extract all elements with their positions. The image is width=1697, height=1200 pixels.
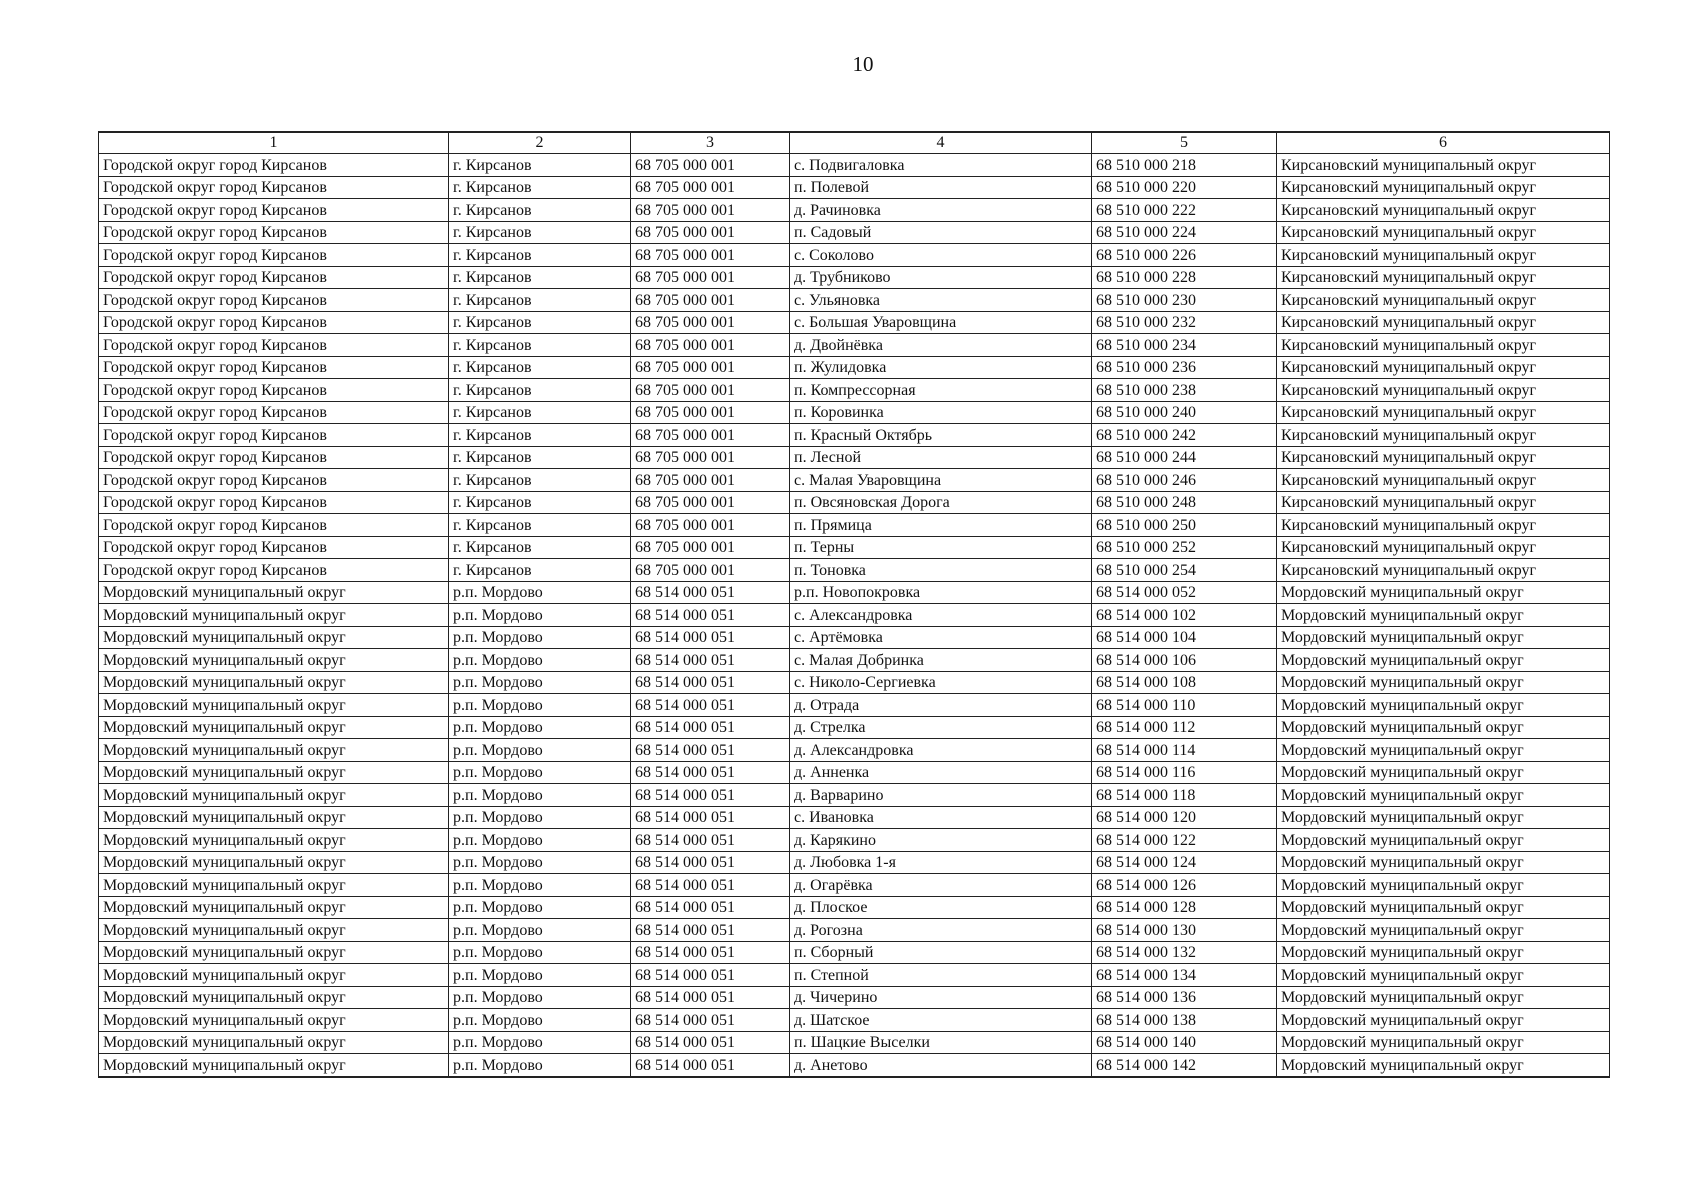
settlement-code-cell: 68 514 000 118 [1092, 784, 1277, 807]
table-row [99, 941, 1610, 964]
center-code-cell: 68 705 000 001 [631, 379, 790, 402]
table-row [99, 379, 1610, 402]
table-row [99, 581, 1610, 604]
new-district-cell: Кирсановский муниципальный округ [1277, 424, 1610, 447]
settlement-cell: с. Малая Добринка [790, 649, 1092, 672]
settlement-code-cell: 68 510 000 250 [1092, 514, 1277, 537]
center-cell: г. Кирсанов [449, 469, 631, 492]
new-district-cell: Мордовский муниципальный округ [1277, 761, 1610, 784]
municipality-cell: Мордовский муниципальный округ [99, 964, 449, 987]
municipality-cell: Мордовский муниципальный округ [99, 739, 449, 762]
new-district-cell: Мордовский муниципальный округ [1277, 1031, 1610, 1054]
settlement-code-cell: 68 510 000 218 [1092, 154, 1277, 177]
center-cell: р.п. Мордово [449, 739, 631, 762]
new-district-cell: Мордовский муниципальный округ [1277, 671, 1610, 694]
center-code-cell: 68 514 000 051 [631, 784, 790, 807]
table-row [99, 491, 1610, 514]
table-row [99, 176, 1610, 199]
municipality-cell: Городской округ город Кирсанов [99, 154, 449, 177]
center-cell: г. Кирсанов [449, 289, 631, 312]
new-district-cell: Кирсановский муниципальный округ [1277, 514, 1610, 537]
new-district-cell: Кирсановский муниципальный округ [1277, 559, 1610, 582]
new-district-cell: Кирсановский муниципальный округ [1277, 401, 1610, 424]
center-code-cell: 68 705 000 001 [631, 446, 790, 469]
center-cell: р.п. Мордово [449, 806, 631, 829]
center-cell: г. Кирсанов [449, 244, 631, 267]
settlement-cell: с. Ивановка [790, 806, 1092, 829]
settlement-cell: д. Плоское [790, 896, 1092, 919]
table-row [99, 266, 1610, 289]
municipality-cell: Мордовский муниципальный округ [99, 851, 449, 874]
center-code-cell: 68 514 000 051 [631, 649, 790, 672]
settlement-cell: п. Шацкие Выселки [790, 1031, 1092, 1054]
municipality-cell: Городской округ город Кирсанов [99, 356, 449, 379]
center-cell: р.п. Мордово [449, 919, 631, 942]
settlement-code-cell: 68 514 000 134 [1092, 964, 1277, 987]
settlement-cell: с. Николо-Сергиевка [790, 671, 1092, 694]
settlement-code-cell: 68 514 000 112 [1092, 716, 1277, 739]
center-cell: р.п. Мордово [449, 626, 631, 649]
new-district-cell: Кирсановский муниципальный округ [1277, 379, 1610, 402]
center-cell: г. Кирсанов [449, 491, 631, 514]
column-header: 1 [99, 132, 449, 154]
settlements-table [98, 131, 1610, 1078]
center-cell: г. Кирсанов [449, 199, 631, 222]
settlement-code-cell: 68 510 000 230 [1092, 289, 1277, 312]
center-cell: р.п. Мордово [449, 986, 631, 1009]
settlement-cell: п. Красный Октябрь [790, 424, 1092, 447]
new-district-cell: Мордовский муниципальный округ [1277, 626, 1610, 649]
center-cell: р.п. Мордово [449, 896, 631, 919]
settlement-code-cell: 68 514 000 106 [1092, 649, 1277, 672]
municipality-cell: Городской округ город Кирсанов [99, 446, 449, 469]
settlement-code-cell: 68 510 000 222 [1092, 199, 1277, 222]
settlement-code-cell: 68 510 000 238 [1092, 379, 1277, 402]
new-district-cell: Кирсановский муниципальный округ [1277, 334, 1610, 357]
center-cell: р.п. Мордово [449, 694, 631, 717]
settlement-code-cell: 68 510 000 242 [1092, 424, 1277, 447]
settlement-cell: п. Прямица [790, 514, 1092, 537]
settlement-code-cell: 68 514 000 124 [1092, 851, 1277, 874]
settlement-cell: п. Садовый [790, 221, 1092, 244]
center-code-cell: 68 705 000 001 [631, 199, 790, 222]
column-header: 3 [631, 132, 790, 154]
center-code-cell: 68 514 000 051 [631, 1009, 790, 1032]
table-row [99, 401, 1610, 424]
center-code-cell: 68 514 000 051 [631, 604, 790, 627]
settlement-cell: с. Малая Уваровщина [790, 469, 1092, 492]
settlement-cell: д. Рогозна [790, 919, 1092, 942]
settlement-code-cell: 68 514 000 126 [1092, 874, 1277, 897]
settlement-code-cell: 68 510 000 226 [1092, 244, 1277, 267]
center-cell: г. Кирсанов [449, 401, 631, 424]
table-body [99, 154, 1610, 1077]
center-code-cell: 68 514 000 051 [631, 919, 790, 942]
municipality-cell: Мордовский муниципальный округ [99, 829, 449, 852]
municipality-cell: Городской округ город Кирсанов [99, 424, 449, 447]
settlement-cell: д. Трубниково [790, 266, 1092, 289]
new-district-cell: Кирсановский муниципальный округ [1277, 289, 1610, 312]
new-district-cell: Мордовский муниципальный округ [1277, 1054, 1610, 1077]
center-cell: р.п. Мордово [449, 829, 631, 852]
center-code-cell: 68 514 000 051 [631, 739, 790, 762]
center-cell: г. Кирсанов [449, 356, 631, 379]
new-district-cell: Кирсановский муниципальный округ [1277, 199, 1610, 222]
center-cell: г. Кирсанов [449, 379, 631, 402]
new-district-cell: Мордовский муниципальный округ [1277, 784, 1610, 807]
settlement-cell: с. Ульяновка [790, 289, 1092, 312]
new-district-cell: Мордовский муниципальный округ [1277, 851, 1610, 874]
table-row [99, 671, 1610, 694]
settlement-cell: д. Двойнёвка [790, 334, 1092, 357]
settlement-cell: д. Александровка [790, 739, 1092, 762]
center-code-cell: 68 514 000 051 [631, 851, 790, 874]
settlement-code-cell: 68 514 000 142 [1092, 1054, 1277, 1077]
new-district-cell: Кирсановский муниципальный округ [1277, 491, 1610, 514]
municipality-cell: Мордовский муниципальный округ [99, 1009, 449, 1032]
settlement-code-cell: 68 514 000 128 [1092, 896, 1277, 919]
municipality-cell: Городской округ город Кирсанов [99, 244, 449, 267]
new-district-cell: Кирсановский муниципальный округ [1277, 244, 1610, 267]
table-row [99, 694, 1610, 717]
settlement-cell: с. Артёмовка [790, 626, 1092, 649]
settlement-code-cell: 68 510 000 228 [1092, 266, 1277, 289]
municipality-cell: Городской округ город Кирсанов [99, 199, 449, 222]
new-district-cell: Мордовский муниципальный округ [1277, 581, 1610, 604]
center-cell: г. Кирсанов [449, 424, 631, 447]
center-code-cell: 68 705 000 001 [631, 559, 790, 582]
center-code-cell: 68 705 000 001 [631, 401, 790, 424]
settlement-code-cell: 68 510 000 240 [1092, 401, 1277, 424]
municipality-cell: Мордовский муниципальный округ [99, 716, 449, 739]
table-row [99, 851, 1610, 874]
settlement-cell: п. Овсяновская Дорога [790, 491, 1092, 514]
center-code-cell: 68 514 000 051 [631, 829, 790, 852]
table-row [99, 244, 1610, 267]
settlement-cell: п. Терны [790, 536, 1092, 559]
settlement-cell: с. Александровка [790, 604, 1092, 627]
settlement-cell: д. Шатское [790, 1009, 1092, 1032]
municipality-cell: Мордовский муниципальный округ [99, 806, 449, 829]
settlement-code-cell: 68 514 000 104 [1092, 626, 1277, 649]
center-cell: р.п. Мордово [449, 1054, 631, 1077]
municipality-cell: Мордовский муниципальный округ [99, 919, 449, 942]
table-row [99, 604, 1610, 627]
new-district-cell: Кирсановский муниципальный округ [1277, 311, 1610, 334]
new-district-cell: Кирсановский муниципальный округ [1277, 266, 1610, 289]
table-row [99, 559, 1610, 582]
table-row [99, 154, 1610, 177]
municipality-cell: Мордовский муниципальный округ [99, 694, 449, 717]
new-district-cell: Мордовский муниципальный округ [1277, 649, 1610, 672]
municipality-cell: Городской округ город Кирсанов [99, 176, 449, 199]
table-row [99, 356, 1610, 379]
settlement-cell: п. Степной [790, 964, 1092, 987]
table-row [99, 446, 1610, 469]
center-code-cell: 68 705 000 001 [631, 176, 790, 199]
center-code-cell: 68 705 000 001 [631, 536, 790, 559]
municipality-cell: Мордовский муниципальный округ [99, 1054, 449, 1077]
center-code-cell: 68 705 000 001 [631, 334, 790, 357]
municipality-cell: Городской округ город Кирсанов [99, 469, 449, 492]
center-code-cell: 68 705 000 001 [631, 356, 790, 379]
new-district-cell: Мордовский муниципальный округ [1277, 941, 1610, 964]
center-code-cell: 68 514 000 051 [631, 581, 790, 604]
settlement-cell: с. Подвигаловка [790, 154, 1092, 177]
settlement-cell: д. Рачиновка [790, 199, 1092, 222]
municipality-cell: Мордовский муниципальный округ [99, 649, 449, 672]
table-row [99, 536, 1610, 559]
table-row [99, 986, 1610, 1009]
settlement-cell: п. Жулидовка [790, 356, 1092, 379]
center-cell: р.п. Мордово [449, 964, 631, 987]
new-district-cell: Мордовский муниципальный округ [1277, 716, 1610, 739]
settlement-cell: д. Анетово [790, 1054, 1092, 1077]
center-code-cell: 68 705 000 001 [631, 469, 790, 492]
settlement-cell: п. Лесной [790, 446, 1092, 469]
settlement-cell: с. Соколово [790, 244, 1092, 267]
new-district-cell: Мордовский муниципальный округ [1277, 874, 1610, 897]
settlement-cell: п. Коровинка [790, 401, 1092, 424]
settlement-cell: р.п. Новопокровка [790, 581, 1092, 604]
new-district-cell: Мордовский муниципальный округ [1277, 806, 1610, 829]
settlement-code-cell: 68 510 000 244 [1092, 446, 1277, 469]
municipality-cell: Городской округ город Кирсанов [99, 334, 449, 357]
municipality-cell: Городской округ город Кирсанов [99, 401, 449, 424]
new-district-cell: Мордовский муниципальный округ [1277, 964, 1610, 987]
center-cell: р.п. Мордово [449, 716, 631, 739]
center-cell: р.п. Мордово [449, 581, 631, 604]
table-row [99, 1031, 1610, 1054]
settlement-cell: д. Чичерино [790, 986, 1092, 1009]
center-cell: р.п. Мордово [449, 1031, 631, 1054]
settlement-cell: д. Огарёвка [790, 874, 1092, 897]
table-row [99, 829, 1610, 852]
settlement-code-cell: 68 510 000 236 [1092, 356, 1277, 379]
center-code-cell: 68 705 000 001 [631, 311, 790, 334]
settlement-code-cell: 68 510 000 234 [1092, 334, 1277, 357]
settlement-cell: п. Компрессорная [790, 379, 1092, 402]
center-code-cell: 68 705 000 001 [631, 221, 790, 244]
table-header-row [99, 132, 1610, 154]
center-code-cell: 68 514 000 051 [631, 761, 790, 784]
new-district-cell: Кирсановский муниципальный округ [1277, 469, 1610, 492]
table-row [99, 1054, 1610, 1077]
settlement-cell: п. Сборный [790, 941, 1092, 964]
new-district-cell: Мордовский муниципальный округ [1277, 604, 1610, 627]
settlement-code-cell: 68 510 000 232 [1092, 311, 1277, 334]
center-code-cell: 68 514 000 051 [631, 1031, 790, 1054]
settlement-cell: д. Анненка [790, 761, 1092, 784]
center-code-cell: 68 514 000 051 [631, 964, 790, 987]
new-district-cell: Кирсановский муниципальный округ [1277, 536, 1610, 559]
new-district-cell: Кирсановский муниципальный округ [1277, 221, 1610, 244]
table-row [99, 469, 1610, 492]
center-code-cell: 68 705 000 001 [631, 154, 790, 177]
settlement-cell: п. Тоновка [790, 559, 1092, 582]
table-row [99, 514, 1610, 537]
new-district-cell: Мордовский муниципальный округ [1277, 919, 1610, 942]
table-row [99, 964, 1610, 987]
new-district-cell: Мордовский муниципальный округ [1277, 1009, 1610, 1032]
settlement-code-cell: 68 514 000 138 [1092, 1009, 1277, 1032]
center-cell: р.п. Мордово [449, 649, 631, 672]
settlement-code-cell: 68 514 000 108 [1092, 671, 1277, 694]
settlement-cell: д. Стрелка [790, 716, 1092, 739]
settlement-code-cell: 68 514 000 102 [1092, 604, 1277, 627]
settlement-cell: с. Большая Уваровщина [790, 311, 1092, 334]
settlement-code-cell: 68 510 000 248 [1092, 491, 1277, 514]
center-code-cell: 68 705 000 001 [631, 424, 790, 447]
table-row [99, 626, 1610, 649]
center-code-cell: 68 705 000 001 [631, 289, 790, 312]
new-district-cell: Кирсановский муниципальный округ [1277, 446, 1610, 469]
center-code-cell: 68 514 000 051 [631, 896, 790, 919]
center-cell: р.п. Мордово [449, 851, 631, 874]
municipality-cell: Мордовский муниципальный округ [99, 761, 449, 784]
municipality-cell: Городской округ город Кирсанов [99, 379, 449, 402]
new-district-cell: Кирсановский муниципальный округ [1277, 356, 1610, 379]
table-row [99, 649, 1610, 672]
table-row [99, 199, 1610, 222]
settlement-code-cell: 68 514 000 122 [1092, 829, 1277, 852]
municipality-cell: Мордовский муниципальный округ [99, 784, 449, 807]
table-row [99, 784, 1610, 807]
center-cell: р.п. Мордово [449, 1009, 631, 1032]
center-cell: р.п. Мордово [449, 671, 631, 694]
center-cell: г. Кирсанов [449, 446, 631, 469]
settlement-code-cell: 68 514 000 120 [1092, 806, 1277, 829]
table-row [99, 1009, 1610, 1032]
municipality-cell: Мордовский муниципальный округ [99, 626, 449, 649]
municipality-cell: Городской округ город Кирсанов [99, 266, 449, 289]
center-code-cell: 68 514 000 051 [631, 626, 790, 649]
municipality-cell: Мордовский муниципальный округ [99, 896, 449, 919]
municipality-cell: Городской округ город Кирсанов [99, 491, 449, 514]
municipality-cell: Мордовский муниципальный округ [99, 941, 449, 964]
center-code-cell: 68 514 000 051 [631, 806, 790, 829]
municipality-cell: Городской округ город Кирсанов [99, 289, 449, 312]
center-cell: г. Кирсанов [449, 221, 631, 244]
center-code-cell: 68 514 000 051 [631, 694, 790, 717]
settlement-cell: д. Любовка 1-я [790, 851, 1092, 874]
new-district-cell: Мордовский муниципальный округ [1277, 694, 1610, 717]
center-code-cell: 68 514 000 051 [631, 986, 790, 1009]
table-row [99, 806, 1610, 829]
page-number: 10 [852, 52, 874, 76]
center-code-cell: 68 705 000 001 [631, 244, 790, 267]
settlement-code-cell: 68 514 000 116 [1092, 761, 1277, 784]
new-district-cell: Мордовский муниципальный округ [1277, 829, 1610, 852]
center-cell: г. Кирсанов [449, 536, 631, 559]
center-code-cell: 68 514 000 051 [631, 716, 790, 739]
municipality-cell: Городской округ город Кирсанов [99, 311, 449, 334]
table-row [99, 896, 1610, 919]
settlement-code-cell: 68 510 000 254 [1092, 559, 1277, 582]
center-cell: г. Кирсанов [449, 154, 631, 177]
settlement-code-cell: 68 514 000 132 [1092, 941, 1277, 964]
new-district-cell: Кирсановский муниципальный округ [1277, 154, 1610, 177]
settlement-code-cell: 68 514 000 140 [1092, 1031, 1277, 1054]
municipality-cell: Мордовский муниципальный округ [99, 986, 449, 1009]
center-code-cell: 68 514 000 051 [631, 941, 790, 964]
center-cell: р.п. Мордово [449, 941, 631, 964]
table-row [99, 221, 1610, 244]
municipality-cell: Городской округ город Кирсанов [99, 514, 449, 537]
table-row [99, 919, 1610, 942]
table-row [99, 761, 1610, 784]
center-code-cell: 68 705 000 001 [631, 514, 790, 537]
center-cell: р.п. Мордово [449, 604, 631, 627]
new-district-cell: Мордовский муниципальный округ [1277, 986, 1610, 1009]
settlement-code-cell: 68 510 000 252 [1092, 536, 1277, 559]
municipality-cell: Мордовский муниципальный округ [99, 874, 449, 897]
column-header: 5 [1092, 132, 1277, 154]
table-row [99, 334, 1610, 357]
center-cell: г. Кирсанов [449, 176, 631, 199]
settlement-code-cell: 68 514 000 110 [1092, 694, 1277, 717]
center-cell: р.п. Мордово [449, 874, 631, 897]
center-code-cell: 68 705 000 001 [631, 491, 790, 514]
settlement-code-cell: 68 510 000 246 [1092, 469, 1277, 492]
municipality-cell: Мордовский муниципальный округ [99, 581, 449, 604]
settlement-cell: п. Полевой [790, 176, 1092, 199]
table-row [99, 311, 1610, 334]
table-row [99, 716, 1610, 739]
table-row [99, 424, 1610, 447]
settlement-cell: д. Отрада [790, 694, 1092, 717]
center-cell: р.п. Мордово [449, 784, 631, 807]
municipality-cell: Мордовский муниципальный округ [99, 671, 449, 694]
municipality-cell: Мордовский муниципальный округ [99, 604, 449, 627]
settlement-code-cell: 68 514 000 130 [1092, 919, 1277, 942]
center-code-cell: 68 514 000 051 [631, 874, 790, 897]
settlement-code-cell: 68 514 000 136 [1092, 986, 1277, 1009]
center-code-cell: 68 705 000 001 [631, 266, 790, 289]
settlement-code-cell: 68 514 000 114 [1092, 739, 1277, 762]
settlement-cell: д. Карякино [790, 829, 1092, 852]
settlement-cell: д. Варварино [790, 784, 1092, 807]
table-row [99, 874, 1610, 897]
center-cell: г. Кирсанов [449, 311, 631, 334]
municipality-cell: Городской округ город Кирсанов [99, 559, 449, 582]
table-row [99, 739, 1610, 762]
settlement-code-cell: 68 510 000 224 [1092, 221, 1277, 244]
center-cell: г. Кирсанов [449, 559, 631, 582]
municipality-cell: Городской округ город Кирсанов [99, 536, 449, 559]
table-row [99, 289, 1610, 312]
new-district-cell: Кирсановский муниципальный округ [1277, 176, 1610, 199]
new-district-cell: Мордовский муниципальный округ [1277, 739, 1610, 762]
new-district-cell: Мордовский муниципальный округ [1277, 896, 1610, 919]
center-cell: г. Кирсанов [449, 266, 631, 289]
center-cell: г. Кирсанов [449, 334, 631, 357]
column-header: 2 [449, 132, 631, 154]
center-cell: р.п. Мордово [449, 761, 631, 784]
municipality-cell: Мордовский муниципальный округ [99, 1031, 449, 1054]
center-code-cell: 68 514 000 051 [631, 1054, 790, 1077]
center-code-cell: 68 514 000 051 [631, 671, 790, 694]
column-header: 6 [1277, 132, 1610, 154]
municipality-cell: Городской округ город Кирсанов [99, 221, 449, 244]
settlement-code-cell: 68 514 000 052 [1092, 581, 1277, 604]
column-header: 4 [790, 132, 1092, 154]
settlement-code-cell: 68 510 000 220 [1092, 176, 1277, 199]
center-cell: г. Кирсанов [449, 514, 631, 537]
